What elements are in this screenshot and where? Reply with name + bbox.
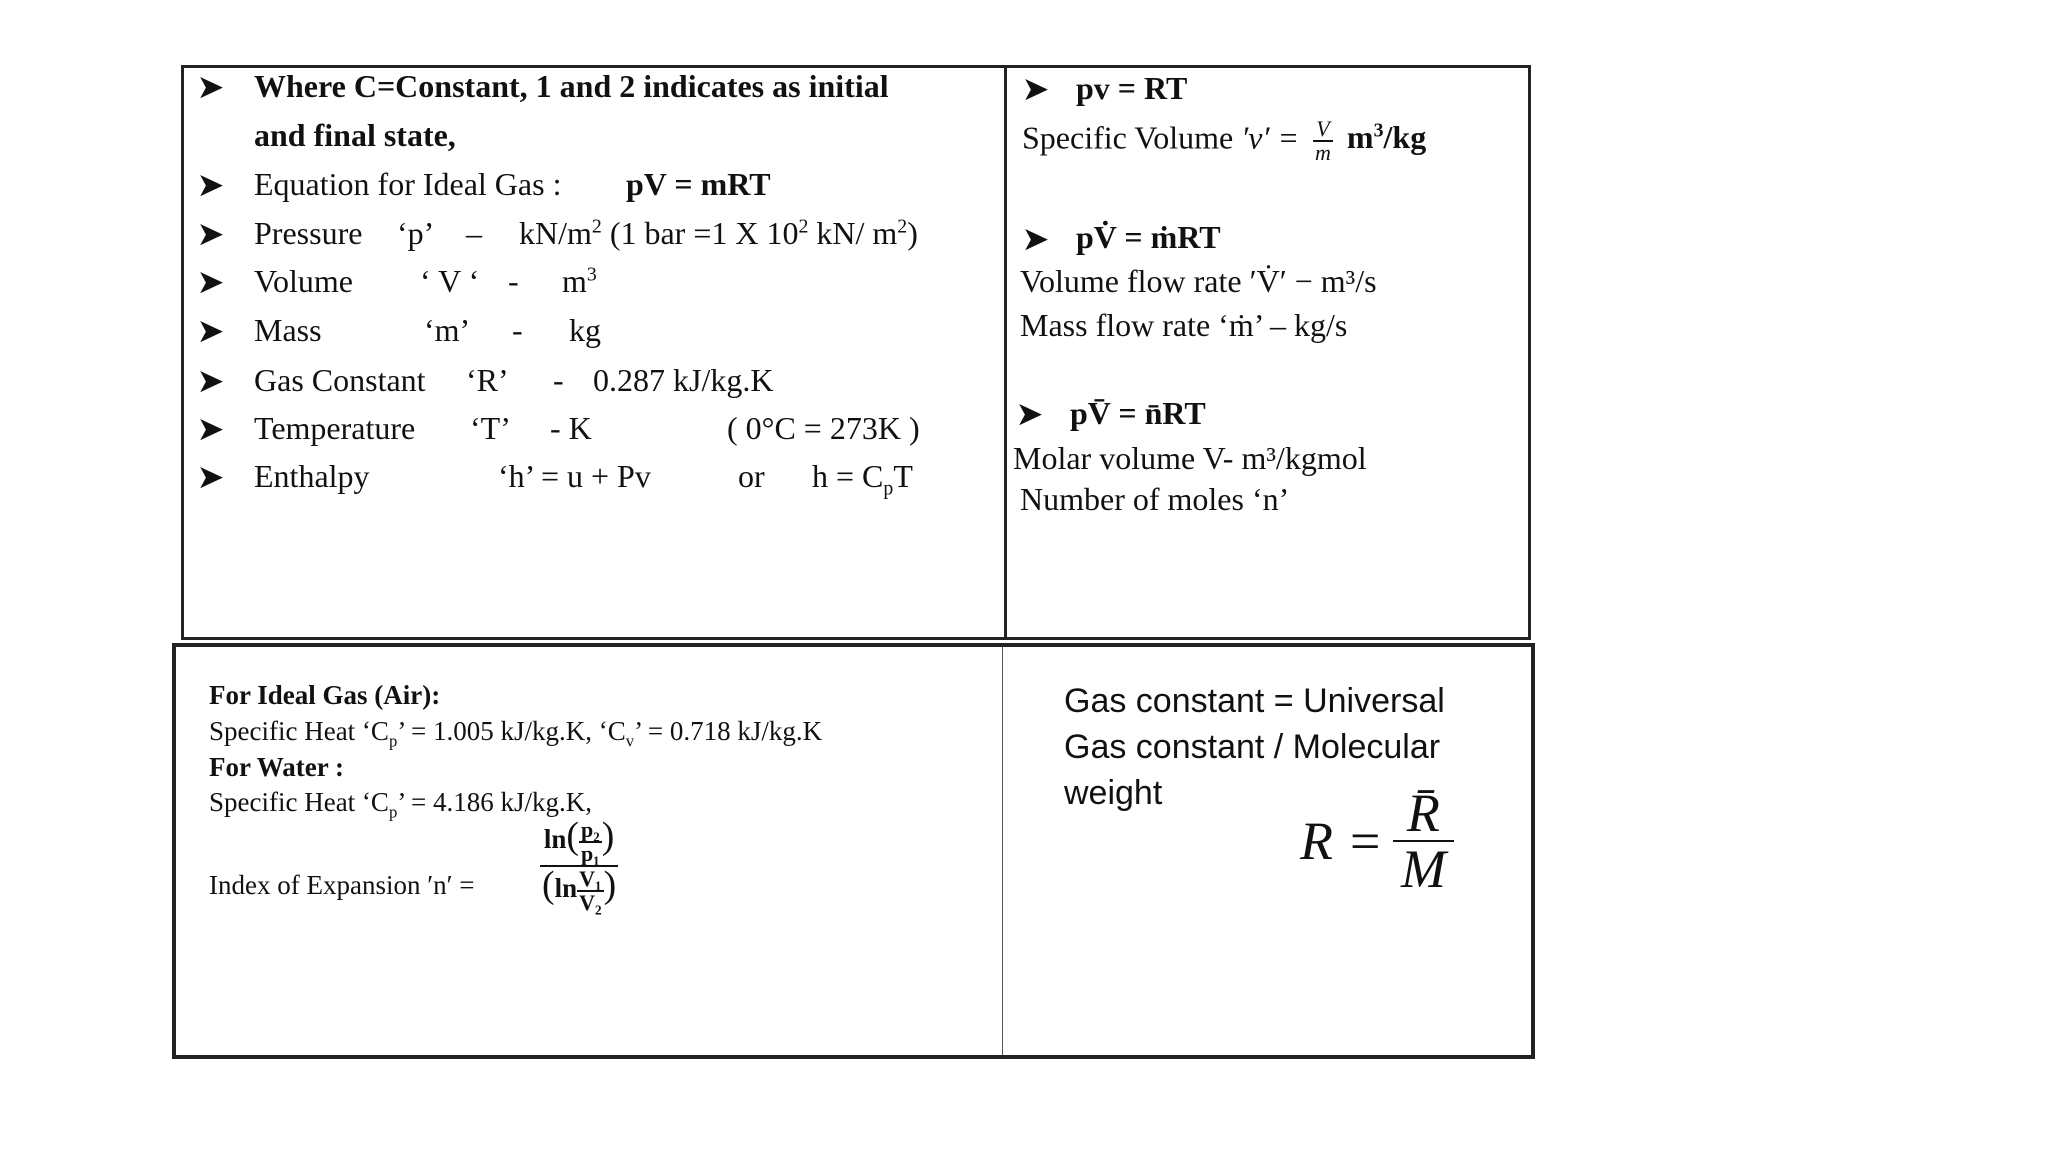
gas-constant-value: 0.287 kJ/kg.K — [593, 362, 774, 398]
volume-dash: - — [508, 263, 519, 299]
equation-flow: pV̇ = ṁRT — [1076, 219, 1221, 255]
ideal-gas-equation: pV = mRT — [626, 166, 771, 202]
bullet-icon: ➤ — [198, 266, 224, 299]
temperature-unit: - K — [550, 410, 592, 446]
bullet-icon: ➤ — [198, 365, 224, 398]
volume-flow-rate: Volume flow rate ′V̇′ − m³/s — [1020, 263, 1377, 299]
mass-symbol: ‘m’ — [424, 312, 471, 348]
gas-constant-formula: R = $\frac{R̄}{M}$ — [1300, 786, 1454, 896]
bullet-icon: ➤ — [198, 315, 224, 348]
bullet-icon: ➤ — [1023, 223, 1049, 256]
bullet-icon: ➤ — [198, 218, 224, 251]
enthalpy-equation-1: ‘h’ = u + Pv — [498, 458, 651, 494]
mass-flow-rate: Mass flow rate ‘ṁ’ – kg/s — [1020, 307, 1348, 343]
specific-heat-air: Specific Heat ‘$C_p$’ = 1.005 kJ/kg.K, ‘$C_v$’ = 0.718 kJ/kg.K — [209, 716, 823, 751]
bullet-icon: ➤ — [198, 413, 224, 446]
gas-constant-label: Gas Constant — [254, 362, 426, 398]
mass-unit: kg — [569, 312, 601, 348]
constant-note-line1: Where C=Constant, 1 and 2 indicates as initial — [254, 68, 889, 104]
enthalpy-equation-2: $h = C_pT$ — [812, 458, 913, 500]
specific-volume-line: Specific Volume ′v′ = $\frac{V}{m}$ $m^3/kg$ — [1022, 116, 1427, 165]
volume-label: Volume — [254, 263, 353, 299]
gas-constant-dash: - — [553, 362, 564, 398]
top-column-divider — [1004, 68, 1007, 637]
pressure-dash: – — [466, 215, 482, 251]
mass-label: Mass — [254, 312, 322, 348]
bullet-icon: ➤ — [198, 71, 224, 104]
gas-constant-definition-line3: weight — [1064, 774, 1163, 812]
equation-molar: pV̄ = n̄RT — [1070, 395, 1206, 431]
volume-unit: $m^3$ — [562, 263, 597, 299]
pressure-symbol: ‘p’ — [397, 215, 435, 251]
equation-pv-rt: pv = RT — [1076, 70, 1188, 106]
temperature-label: Temperature — [254, 410, 416, 446]
bullet-icon: ➤ — [198, 169, 224, 202]
gas-constant-definition-line2: Gas constant / Molecular — [1064, 728, 1441, 766]
bullet-icon: ➤ — [198, 461, 224, 494]
pressure-unit: $kN/m^2$ (1 bar =1 X $10^2$ kN/ $m^2$) — [519, 215, 918, 251]
enthalpy-or: or — [738, 458, 765, 494]
ideal-gas-equation-label: Equation for Ideal Gas : — [254, 166, 562, 202]
index-of-expansion-fraction: ln( $\frac{\text{p₂}}{\text{p₁}}$ ) (ln $\frac{\text{V₁}}{\text{V₂}}$ ) — [542, 815, 617, 915]
temperature-symbol: ‘T’ — [470, 410, 511, 446]
ideal-gas-heading: For Ideal Gas (Air): — [209, 680, 441, 710]
bullet-icon: ➤ — [1023, 73, 1049, 106]
constant-note-line2: and final state, — [254, 117, 456, 153]
number-of-moles: Number of moles ‘n’ — [1020, 481, 1290, 517]
mass-dash: - — [512, 312, 523, 348]
temperature-note: ( 0°C = 273K ) — [727, 410, 920, 446]
water-heading: For Water : — [209, 752, 344, 782]
molar-volume: Molar volume V- m³/kgmol — [1013, 440, 1367, 476]
gas-constant-symbol: ‘R’ — [466, 362, 509, 398]
index-of-expansion-label: Index of Expansion ′n′ = — [209, 870, 475, 900]
specific-heat-water: Specific Heat ‘$C_p$’ = 4.186 kJ/kg.K, — [209, 787, 593, 822]
bullet-icon: ➤ — [1017, 398, 1043, 431]
bottom-column-divider — [1002, 647, 1003, 1055]
gas-constant-definition-line1: Gas constant = Universal — [1064, 682, 1445, 720]
pressure-label: Pressure — [254, 215, 363, 251]
enthalpy-label: Enthalpy — [254, 458, 370, 494]
volume-symbol: ‘ V ‘ — [420, 263, 480, 299]
